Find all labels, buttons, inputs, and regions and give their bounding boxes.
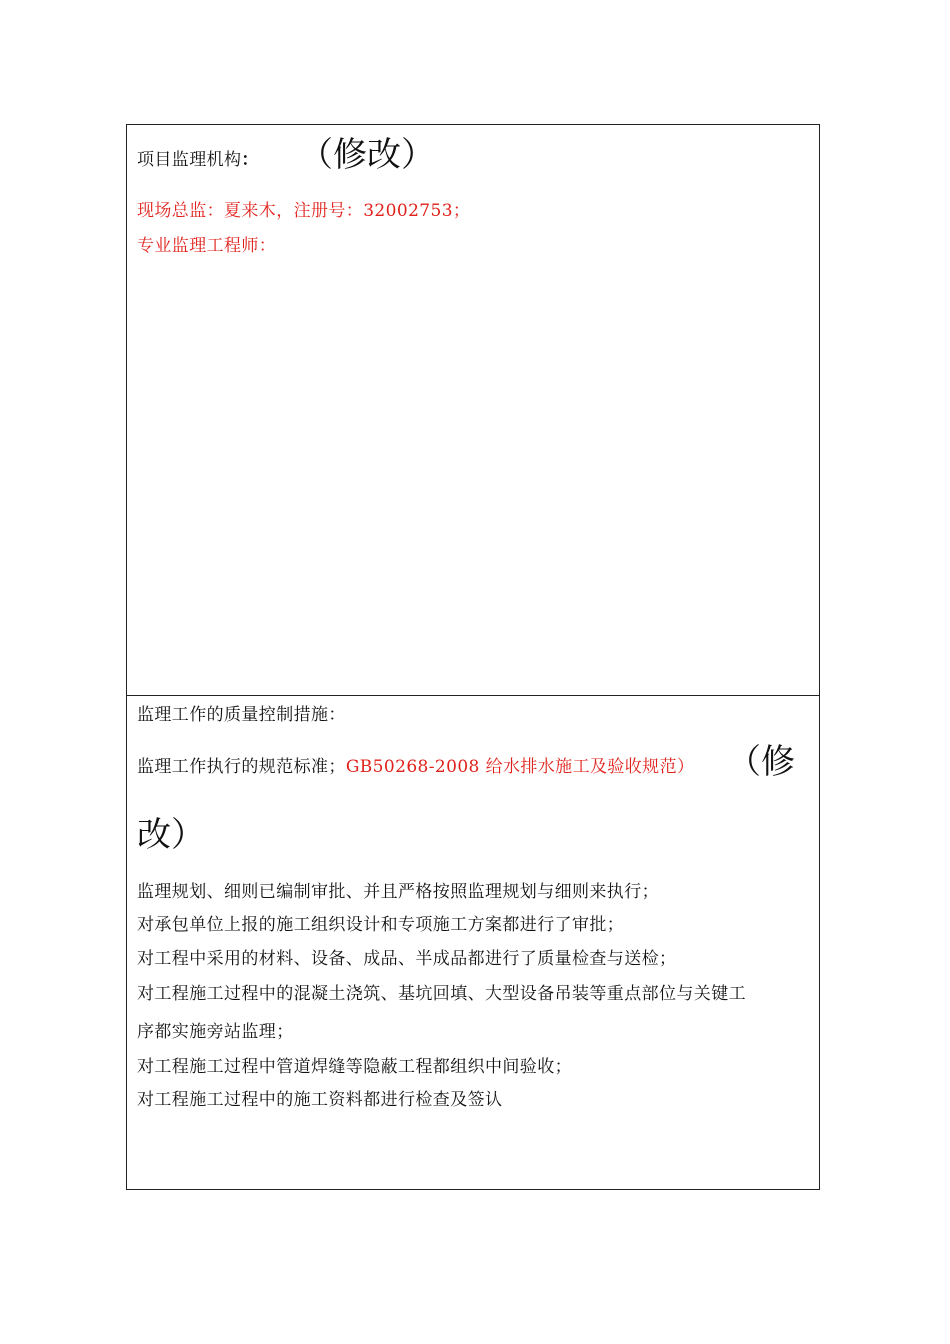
- specialty-engineer-line: 专业监理工程师：: [137, 236, 277, 256]
- measure-line: 对工程施工过程中的施工资料都进行检查及签认: [137, 1090, 503, 1110]
- chief-supervisor-line: 现场总监：夏来木，注册号：32002753；: [137, 201, 471, 221]
- standard-prefix: 监理工作执行的规范标准；: [137, 757, 346, 777]
- standard-edit-note-part1: （修: [727, 742, 795, 782]
- org-colon: ：: [241, 150, 259, 170]
- org-label: 项目监理机构: [137, 150, 242, 170]
- measure-line: 对工程中采用的材料、设备、成品、半成品都进行了质量检查与送检；: [137, 949, 677, 969]
- supervision-org-cell: [127, 125, 819, 696]
- quality-control-cell: [127, 696, 819, 1191]
- supervision-form-table: [126, 124, 820, 1190]
- org-label-line: [137, 145, 259, 170]
- standard-line: [137, 752, 694, 777]
- org-edit-note: （修改）: [299, 135, 435, 175]
- standard-edit-note-part2: 改）: [137, 815, 205, 855]
- measure-line: 对工程施工过程中管道焊缝等隐蔽工程都组织中间验收；: [137, 1057, 572, 1077]
- measure-line: 序都实施旁站监理；: [137, 1022, 294, 1042]
- measure-line: 对承包单位上报的施工组织设计和专项施工方案都进行了审批；: [137, 915, 625, 935]
- measure-line: 对工程施工过程中的混凝土浇筑、基坑回填、大型设备吊装等重点部位与关键工: [137, 984, 746, 1004]
- measure-line: 监理规划、细则已编制审批、并且严格按照监理规划与细则来执行；: [137, 882, 659, 902]
- quality-control-heading: 监理工作的质量控制措施：: [137, 705, 346, 725]
- standard-value: GB50268-2008 给水排水施工及验收规范）: [345, 757, 695, 777]
